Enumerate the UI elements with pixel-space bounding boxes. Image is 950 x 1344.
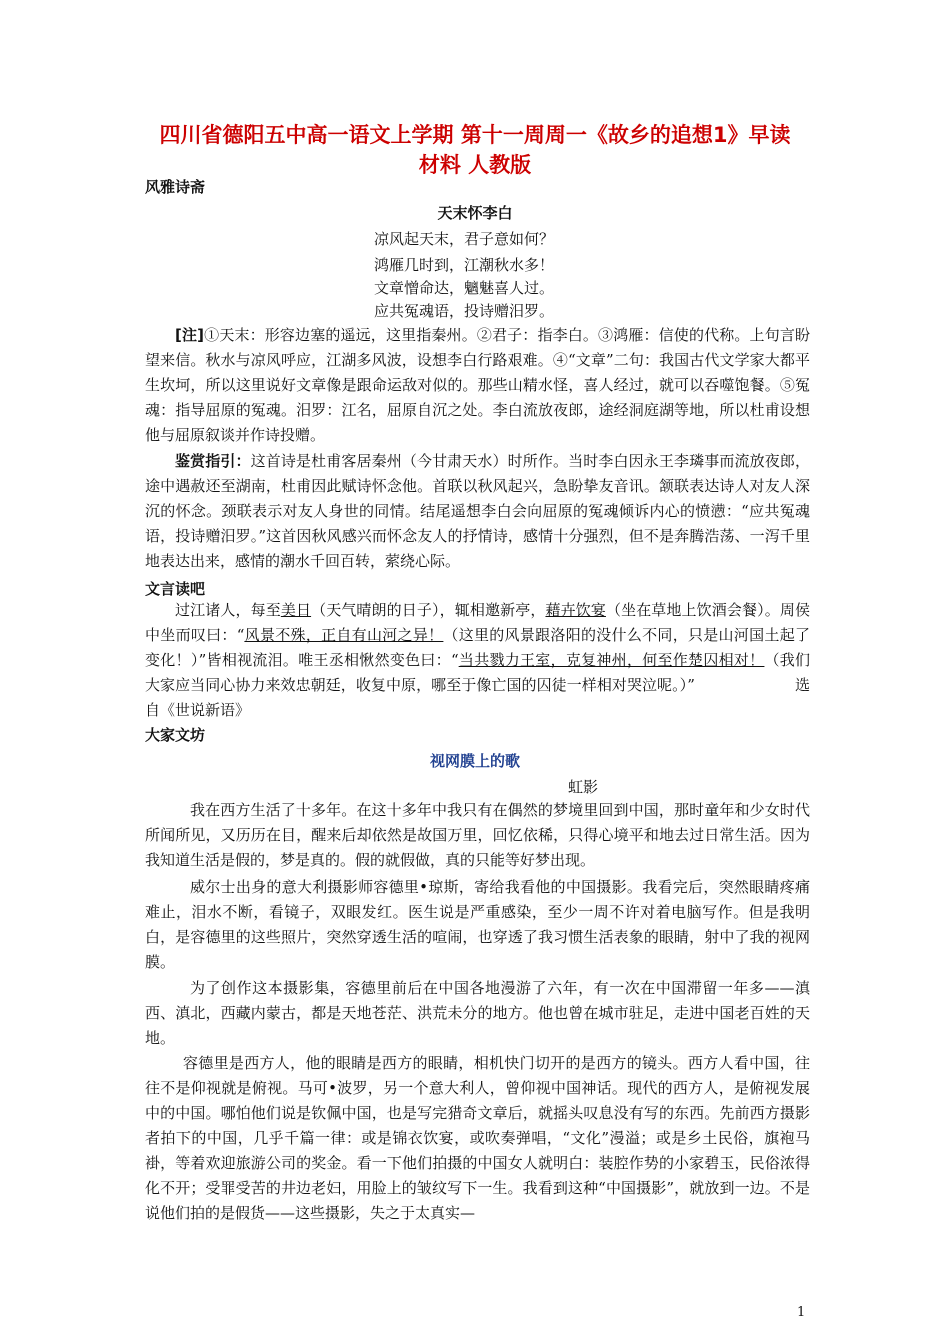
passage-source: 选自《世说新语》 — [145, 676, 810, 719]
passage-text: （天气晴朗的日子），辄相邀新亭， — [311, 601, 546, 619]
passage-text: （我们大家应当同心协力来效忠朝廷，收复中原，哪至于像亡国的囚徒一样相对哭泣呢。）” — [145, 651, 810, 694]
page-number: 1 — [797, 1305, 806, 1320]
appreciation-paragraph — [145, 449, 810, 574]
appreciation-text: 这首诗是杜甫客居秦州（今甘肃天水）时所作。当时李白因永王李璘事而流放夜郎，途中遇赦还至湖南，杜甫因此赋诗怀念他。首联以秋风起兴，急盼挚友音讯。颔联表达诗人对友人深沉的怀念。颈联表示对友人身世的同情。结尾遥想李白会向屈原的冤魂倾诉内心的愤懑：“应共冤魂语，投诗赠汨罗。”这首因秋风感兴而怀念友人的抒情诗，感情十分强烈，但不是奔腾浩荡、一泻千里地表达出来，感情的潮水千回百转，萦绕心际。 — [145, 452, 810, 570]
article-author: 虹影 — [568, 778, 599, 796]
underlined-phrase: 美日 — [280, 601, 312, 619]
title-line-1: 四川省德阳五中高一语文上学期 第十一周周一《故乡的追想1》早读 — [159, 123, 791, 147]
classical-passage — [145, 598, 810, 723]
passage-text: （坐在草地上饮酒会餐）。周侯中坐而叹曰：“ — [145, 601, 810, 644]
underlined-phrase: 风景不殊，正自有山河之异！ — [244, 626, 444, 644]
title-line-2: 材料 人教版 — [418, 153, 532, 177]
appreciation-label: 鉴赏指引： — [175, 452, 251, 470]
poem-line: 应共冤魂语，投诗赠汨罗。 — [374, 302, 555, 320]
underlined-phrase: 当共戮力王室，克复神州，何至作楚囚相对！ — [458, 651, 765, 669]
poem-line: 文章憎命达，魑魅喜人过。 — [374, 279, 555, 297]
article-title: 视网膜上的歌 — [429, 752, 520, 770]
passage-text: （这里的风景跟洛阳的没什么不同，只是山河国土起了变化！）”皆相视流泪。唯王丞相愀然变色曰：“ — [145, 626, 810, 669]
poem-title: 天末怀李白 — [437, 204, 513, 222]
note-label: [注] — [175, 326, 205, 344]
passage-text: 过江诸人，每至 — [175, 601, 281, 619]
section-heading-essay: 大家文坊 — [145, 726, 206, 744]
article-paragraph: 我在西方生活了十多年。在这十多年中我只有在偶然的梦境里回到中国，那时童年和少女时代所闻所见，又历历在目，醒来后却依然是故国万里，回忆依稀，只得心境平和地去过日常生活。因为我知道生活是假的，梦是真的。假的就假做，真的只能等好梦出现。 — [145, 801, 810, 869]
poem-line: 鸿雁几时到，江潮秋水多！ — [374, 256, 555, 274]
underlined-phrase: 藉卉饮宴 — [545, 601, 606, 619]
poem-notes — [145, 323, 810, 448]
document-title — [130, 120, 820, 180]
section-heading-poetry: 风雅诗斋 — [145, 178, 206, 196]
section-heading-classical: 文言读吧 — [145, 580, 206, 598]
article-paragraph: 为了创作这本摄影集，容德里前后在中国各地漫游了六年，有一次在中国滞留一年多——滇西、滇北，西藏内蒙古，都是天地苍茫、洪荒未分的地方。他也曾在城市驻足，走进中国老百姓的天地。 — [145, 979, 810, 1047]
poem-line: 凉风起天末，君子意如何？ — [374, 230, 555, 248]
note-text: ①天末：形容边塞的遥远，这里指秦州。②君子：指李白。③鸿雁：信使的代称。上句言盼望来信。秋水与凉风呼应，江湖多风波，设想李白行路艰难。④“文章”二句：我国古代文学家大都平生坎坷，所以这里说好文章像是跟命运敌对似的。那些山精水怪，喜人经过，就可以吞噬饱餐。⑤冤魂：指导屈原的冤魂。汨罗：江名，屈原自沉之处。李白流放夜郎，途经洞庭湖等地，所以杜甫设想他与屈原叙谈并作诗投赠。 — [145, 326, 810, 444]
article-paragraph: 威尔士出身的意大利摄影师容德里•琼斯，寄给我看他的中国摄影。我看完后，突然眼睛疼痛难止，泪水不断，看镜子，双眼发红。医生说是严重感染，至少一周不许对着电脑写作。但是我明白，是容德里的这些照片，突然穿透生活的喧闹，也穿透了我习惯生活表象的眼睛，射中了我的视网膜。 — [145, 878, 810, 971]
article-paragraph: 容德里是西方人，他的眼睛是西方的眼睛，相机快门切开的是西方的镜头。西方人看中国，往往不是仰视就是俯视。马可•波罗，另一个意大利人，曾仰视中国神话。现代的西方人，是俯视发展中的中国。哪怕他们说是钦佩中国，也是写完猎奇文章后，就摇头叹息没有写的东西。先前西方摄影者拍下的中国，几乎千篇一律：或是锦衣饮宴，或吹奏弹唱，“文化”漫溢；或是乡土民俗，旗袍马褂，等着欢迎旅游公司的奖金。看一下他们拍摄的中国女人就明白：装腔作势的小家碧玉，民俗浓得化不开；受罪受苦的井边老妇，用脸上的皱纹写下一生。我看到这种“中国摄影”，就放到一边。不是说他们拍的是假货——这些摄影，失之于太真实— — [145, 1054, 810, 1222]
